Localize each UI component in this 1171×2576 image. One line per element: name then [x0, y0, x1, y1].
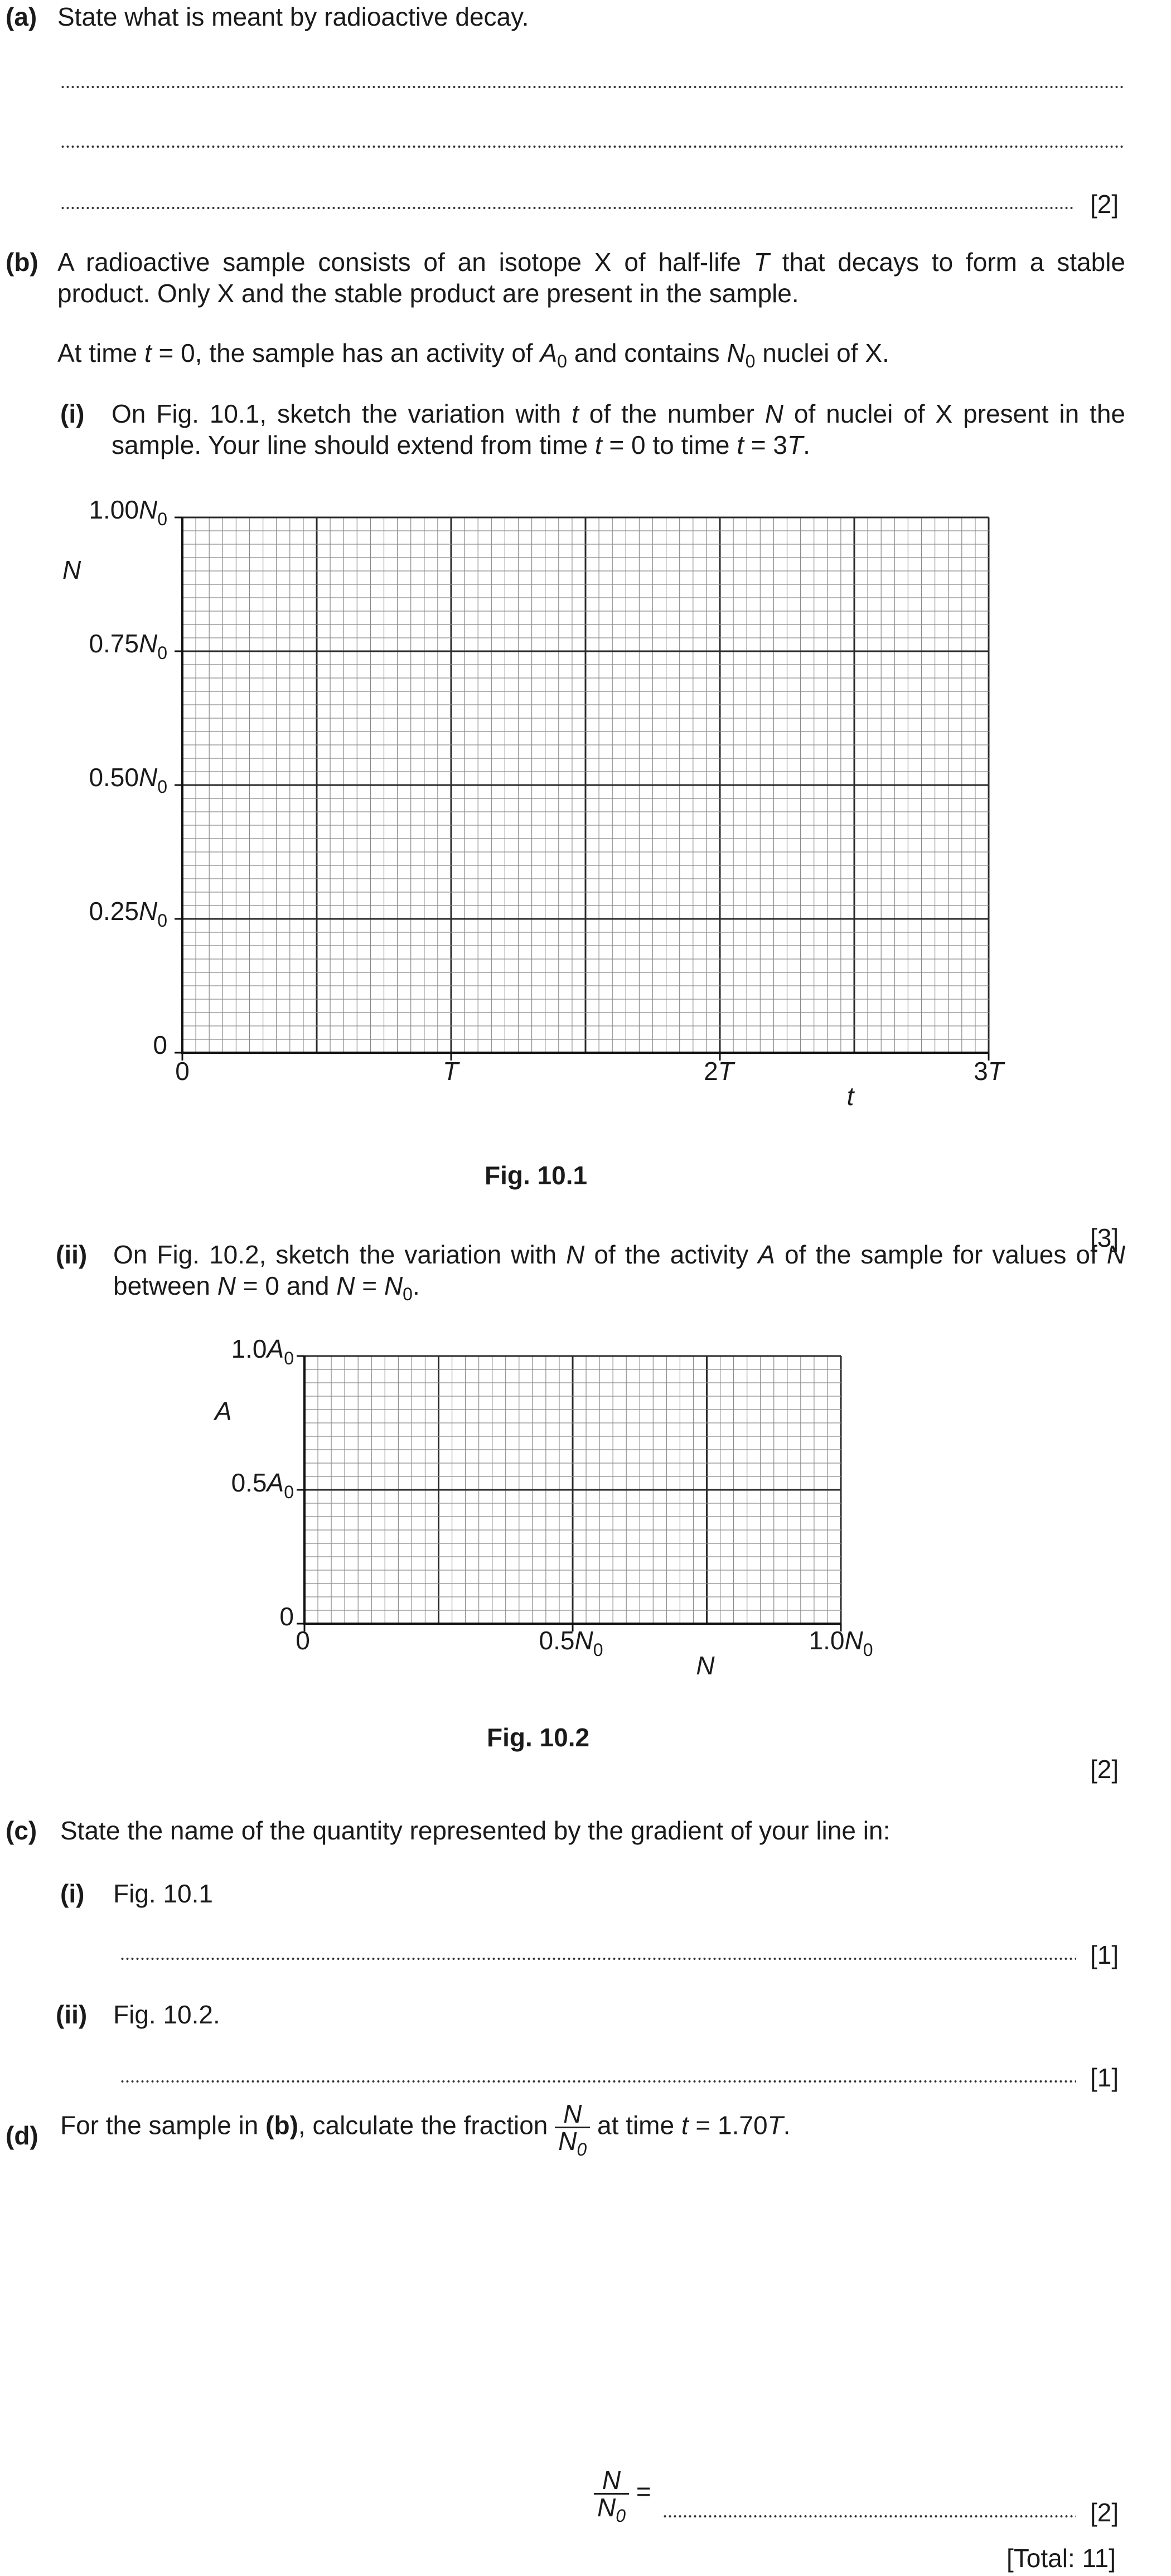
y-tick-label-0-25N0: $0.25N_0$	[89, 897, 167, 931]
part-d-label: (d)	[6, 2121, 38, 2150]
marks-b-i: [3]	[1090, 1223, 1119, 1252]
y-tick-label-1-0A0: $1.0A_0$	[231, 1334, 294, 1368]
part-b-i-label: (i)	[60, 399, 85, 428]
part-b-label: (b)	[6, 248, 38, 277]
answer-line-c-i[interactable]	[120, 1957, 1076, 1960]
answer-fraction-label: $\frac{N}{N_0}$ =	[594, 2467, 651, 2520]
x-tick-label-0: 0	[175, 1057, 190, 1086]
fraction-n-over-n0: $\frac{N}{N_0}$	[555, 2101, 590, 2154]
x-tick-label-1-0N0: $1.0N_0$	[809, 1626, 873, 1660]
marks-c-ii: [1]	[1090, 2063, 1119, 2092]
y-tick-label-0: 0	[279, 1602, 294, 1631]
total-marks: [Total: 11]	[1007, 2544, 1116, 2573]
part-b-ii-label: (ii)	[56, 1240, 88, 1269]
y-axis-label-N: N	[62, 555, 81, 584]
fig-10-1-caption: Fig. 10.1	[485, 1161, 588, 1190]
part-b-initial-conditions: At time t = 0, the sample has an activity of $A_0$ and contains $N_0$ nuclei of X.	[57, 338, 889, 371]
part-c-question: State the name of the quantity represented by the gradient of your line in:	[60, 1816, 891, 1845]
part-c-ii-text: Fig. 10.2.	[113, 2000, 220, 2029]
part-d-text-mid: , calculate the fraction	[298, 2110, 548, 2140]
part-a-question: State what is meant by radioactive decay.	[57, 2, 529, 31]
y-tick-label-0-5A0: $0.5A_0$	[231, 1468, 294, 1502]
part-d-text-bold: (b)	[265, 2110, 298, 2140]
x-tick-label-0-5N0: $0.5N_0$	[539, 1626, 603, 1660]
part-d-question	[60, 2099, 791, 2159]
y-tick-label-0-75N0: $0.75N_0$	[89, 629, 167, 663]
part-c-label: (c)	[6, 1816, 37, 1845]
y-axis-label-A: A	[215, 1397, 232, 1426]
marks-d: [2]	[1090, 2498, 1119, 2527]
fig-10-2-graph[interactable]	[0, 1316, 948, 1684]
fig-10-2-caption: Fig. 10.2	[487, 1723, 590, 1752]
answer-line-c-ii[interactable]	[120, 2080, 1076, 2083]
answer-line-a3[interactable]	[60, 206, 1075, 210]
answer-line-a1[interactable]	[60, 85, 1125, 89]
part-d-text-after: at time t = 1.70T.	[597, 2110, 791, 2140]
part-d-text-before: For the sample in	[60, 2110, 259, 2140]
answer-line-d[interactable]	[662, 2515, 1076, 2518]
part-b-question: A radioactive sample consists of an isotope X of half-life T that decays to form a stable product. Only X and the stable product are present in the sample.	[57, 248, 1126, 308]
answer-equals: =	[636, 2477, 651, 2506]
marks-b-ii: [2]	[1090, 1755, 1119, 1784]
part-b-ii-question: On Fig. 10.2, sketch the variation with N of the activity A of the sample for values of N between N = 0 and $N = N_0$.	[113, 1240, 1125, 1304]
marks-c-i: [1]	[1090, 1940, 1119, 1969]
answer-line-a2[interactable]	[60, 145, 1125, 148]
x-axis-label-N: N	[696, 1651, 715, 1680]
x-tick-label-3T: 3T	[974, 1057, 1004, 1086]
y-tick-label-1-00N0: $1.00N_0$	[89, 495, 167, 529]
part-c-i-label: (i)	[60, 1879, 85, 1908]
fig-10-1-graph[interactable]	[0, 480, 1059, 1132]
part-c-i-text: Fig. 10.1	[113, 1879, 213, 1908]
x-tick-label-2T: 2T	[704, 1057, 734, 1086]
marks-a: [2]	[1090, 190, 1119, 219]
y-tick-label-0-50N0: $0.50N_0$	[89, 763, 167, 797]
x-tick-label-0: 0	[296, 1626, 310, 1655]
y-tick-label-0: 0	[153, 1030, 167, 1059]
x-tick-label-T: T	[442, 1057, 459, 1086]
part-b-i-question: On Fig. 10.1, sketch the variation with t of the number N of nuclei of X present in the sample. Your line should extend from time t = 0 to time t = 3T.	[112, 399, 1125, 459]
part-c-ii-label: (ii)	[56, 2000, 88, 2029]
part-a-label: (a)	[6, 2, 37, 31]
x-axis-label-t: t	[846, 1082, 854, 1111]
